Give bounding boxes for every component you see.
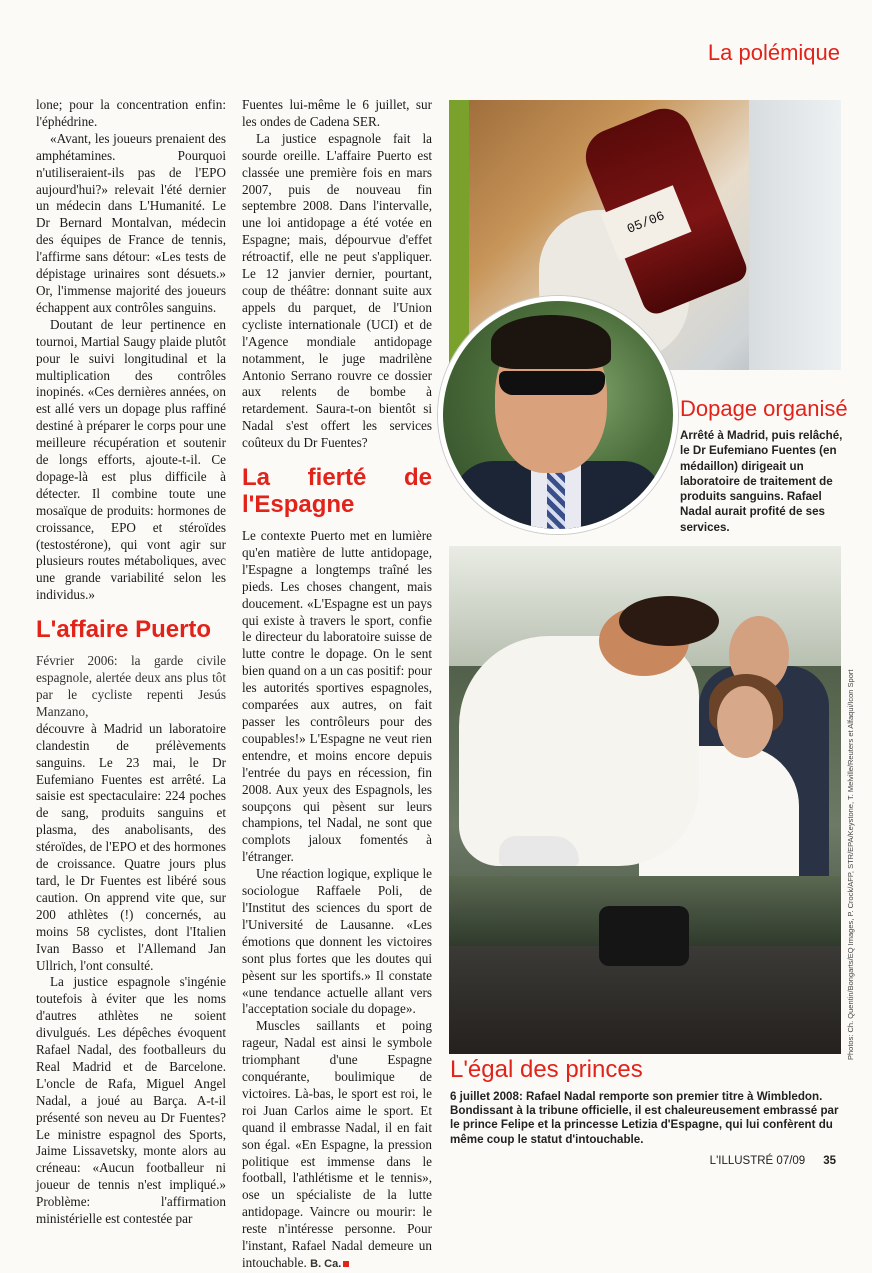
paragraph: lone; pour la concentration enfin: l'éphédrine. (36, 97, 226, 129)
caption-title: L'égal des princes (450, 1056, 643, 1083)
photo-credits: Photos: Ch. Quentin/Bongarts/EQ Images, P. Crock/AFP, STR/EPA/Keystone, T. Melville/Reuters et Alfaqui/Icon Sport (846, 669, 855, 1060)
text-column-1 (36, 97, 226, 1228)
page-footer (710, 1155, 836, 1167)
photo-detail (449, 100, 469, 370)
paragraph: Une réaction logique, explique le sociologue Raffaele Poli, de l'Institut des sciences du sport de l'Université de Lausanne. «Les émotions que donnent les victoires sont plus fortes que les doutes qui pèsent sur les sportifs.» Il constate «une tendance actuelle allant vers l'acceptation sociale du dopage». (242, 866, 432, 1017)
paragraph-lead: Le contexte Puerto met en lumière qu'en matière de lutte antidopage, l'Espagne a longtemps traîné les pieds. Les choses changent, mais doucement. (242, 528, 432, 611)
paragraph (242, 1018, 432, 1273)
section-label: La polémique (707, 40, 840, 65)
page-number: 35 (823, 1155, 836, 1167)
paragraph: La justice espagnole fait la sourde oreille. L'affaire Puerto est classée une première fois en mars 2007, puis de nouveau fin septembre 2008. Dans l'intervalle, une loi antidopage a été votée en Espagne; mais, dépourvue d'effet rétroactif, elle ne peut s'appliquer. Le 12 janvier dernier, pourtant, coup de théâtre: donnant suite aux appels du parquet, de l'Union cycliste internationale (UCI) et de l'Agence mondiale antidopage notamment, le juge madrilène Antonio Serrano rouvre ce dossier aux relents de bombe à retardement. Saura-t-on bientôt si Nadal s'est offert les services coûteux du Dr Fuentes? (242, 130, 432, 451)
sunglasses (499, 371, 605, 395)
caption-text: 6 juillet 2008: Rafael Nadal remporte son premier titre à Wimbledon. Bondissant à la tribune officielle, il est chaleureusement embrassé par le prince Felipe et la princesse Letizia d'Espagne, qui lui confèrent du même coup le statut d'intouchable. (450, 1090, 839, 1146)
section-heading: L'affaire Puerto (36, 616, 212, 644)
camera (599, 906, 689, 966)
section-heading: La fierté de l'Espagne (242, 464, 432, 519)
paragraph: Fuentes lui-même le 6 juillet, sur les ondes de Cadena SER. (242, 97, 432, 129)
paragraph: Doutant de leur pertinence en tournoi, Martial Saugy plaide plutôt pour le suivi longitudinal et la multiplication des contrôles inopinés. «Ces dernières années, on est allé vers un dopage plus raffiné destiné à préparer le corps pour une meilleure récupération et soutenir de longs efforts, ajoute-t-il. Ce dopage-là est plus difficile à détecter. Il combine toute une mosaïque de produits: hormones de croissance, EPO et stéroïdes (testostérone), qui vont agir sur plusieurs routes métaboliques, avec une grande variabilité selon les individus.» (36, 316, 226, 603)
photo-detail (547, 469, 565, 529)
end-mark (343, 1261, 349, 1267)
photo-detail (619, 596, 719, 646)
photo-detail (717, 686, 773, 758)
magazine-name: L'ILLUSTRÉ 07/09 (709, 1155, 806, 1167)
photo-detail (491, 315, 611, 369)
lead-paragraph: Février 2006: la garde civile espagnole, alertée deux ans plus tôt par le cycliste repenti Jesús Manzano, (36, 653, 226, 719)
author-signature: B. Ca. (310, 1258, 342, 1270)
fuentes-medallion-photo (438, 296, 678, 534)
text-column-2 (242, 97, 432, 1273)
quote: «L'Espagne est un pays qui existe à travers le sport, confie le directeur du laboratoire suisse de lutte contre le dopage. On le sent bien quand on a un cas positif: pour les autorités sportives espagnoles, comparées aux autres, on fait passer les contrôleurs pour des coupables!» L'Espagne ne veut rien entendre, et moins encore depuis l'entrée du pays en récession, fin 2008. Aux yeux des Espagnols, les soupçons qui pèsent sur leurs champions, tel Nadal, ne sont que complots jaloux fomentés à l'étranger. (242, 595, 432, 865)
photo-detail (499, 836, 579, 866)
bag-label: 05/06 (600, 185, 691, 261)
paragraph-text: Muscles saillants et poing rageur, Nadal est ainsi le symbole triomphant d'une Espagne conquérante, boulimique de victoires. Là-bas, le sport est roi, le roi Juan Carlos aime le sport. Et quand il embrasse Nadal, il en fait son égal. «En Espagne, la pression politique est immense dans le football, l'athlétisme et le tennis», ose un spécialiste de la lutte antidopage. Vaincre ou mourir: le reste n'intéresse personne. Pour l'instant, Rafael Nadal demeure un intouchable. (242, 1018, 432, 1270)
paragraph (242, 528, 432, 866)
caption-text: Arrêté à Madrid, puis relâché, le Dr Eufemiano Fuentes (en médaillon) dirigeait un laboratoire de traitement de produits sanguins. Rafael Nadal aurait profité de ses services. (680, 429, 843, 534)
paragraph: «Avant, les joueurs prenaient des amphétamines. Pourquoi n'utiliseraient-ils pas de l'EPO aujourd'hui?» relevait l'été dernier un médecin dans L'Humanité. Le Dr Bernard Montalvan, médecin des équipes de France de tennis, l'affirme sans détour: «Les tests de dépistage urinaires sont désuets.» Or, l'immense majorité des joueurs échappent aux contrôles sanguins. (36, 130, 226, 315)
paragraph: découvre à Madrid un laboratoire clandestin de prélèvements sanguins. Le 23 mai, le Dr Eufemiano Fuentes est arrêté. La saisie est spectaculaire: 224 poches de sang, produits sanguins et plasma, des anabolisants, des stéroïdes, de l'EPO et des hormones de croissance. Quatre jours plus tard, le Dr Fuentes est libéré sous caution. On apprend vite que, sur 200 athlètes (!) concernés, au moins 58 cyclistes, dont l'Italien Ivan Basso et l'Allemand Jan Ullrich, l'ont consulté. (36, 720, 226, 973)
wimbledon-photo (449, 546, 841, 1054)
paragraph: La justice espagnole s'ingénie toutefois à éviter que les noms d'autres athlètes ne soient divulgués. Les dépêches évoquent Rafael Nadal, des footballeurs du Real Madrid et de Barcelone. L'oncle de Rafa, Miguel Angel Nadal, a joué au Barça. A-t-il présenté son neveu au Dr Fuentes? Le ministre espagnol des Sports, Jaime Lissavetsky, monte alors au créneau: «Aucun footballeur ni joueur de tennis n'est impliqué.» Problème: l'affirmation ministérielle est contestée par (36, 974, 226, 1227)
photo-detail (749, 100, 841, 370)
caption-title: Dopage organisé (680, 396, 848, 421)
